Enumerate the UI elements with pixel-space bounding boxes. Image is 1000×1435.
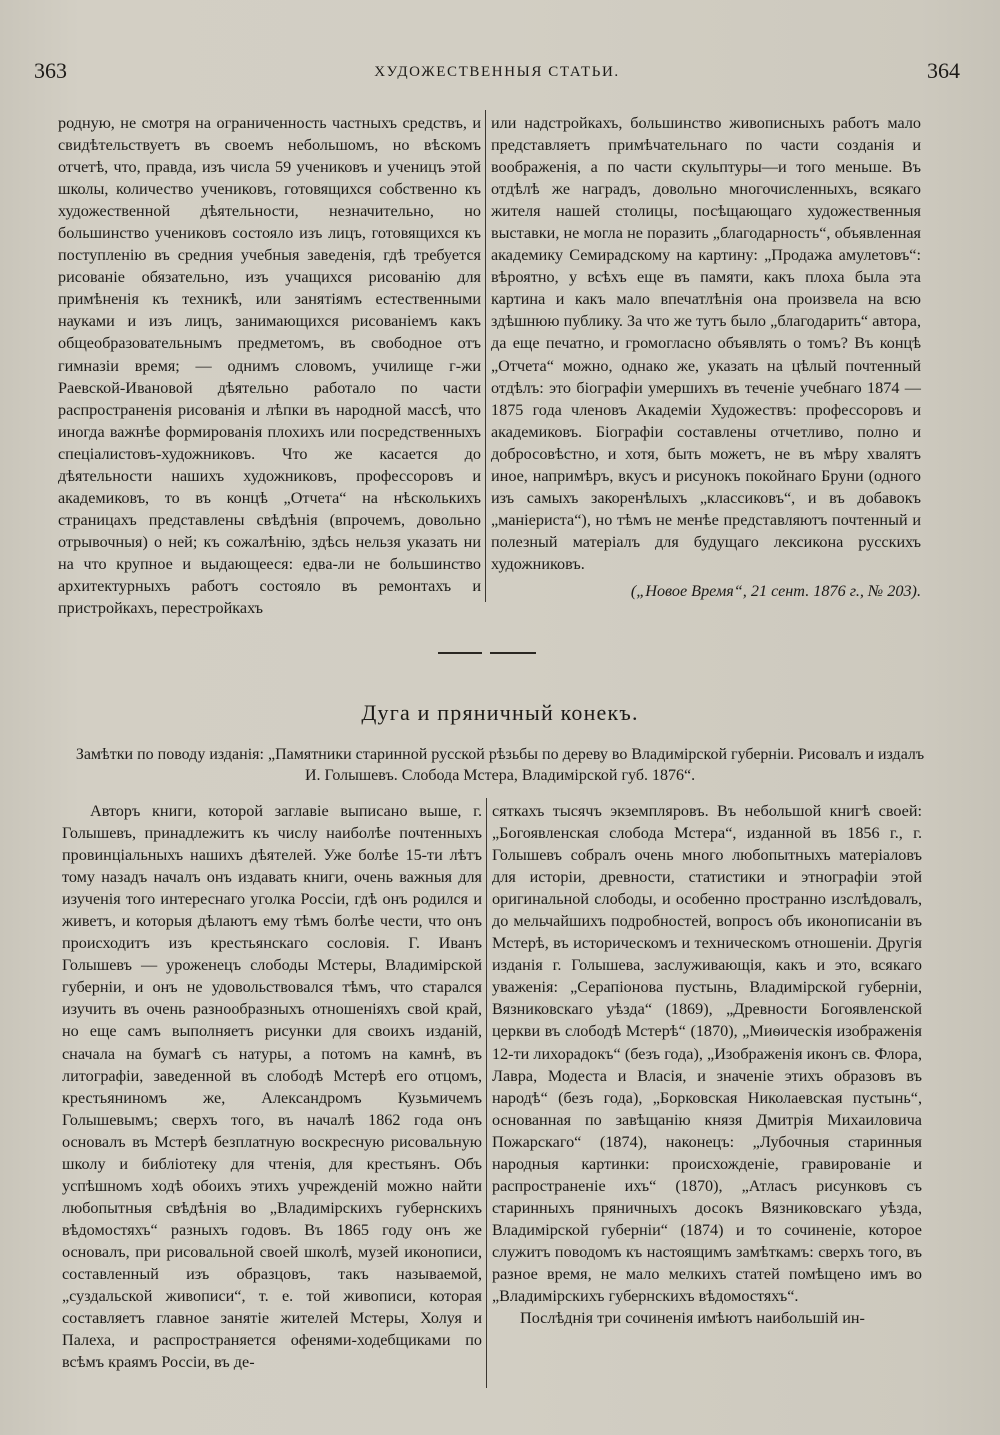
paragraph: родную, не смотря на ограниченность частныхъ средствъ, и свидѣтельствуетъ въ своемъ небольшомъ, но вѣскомъ отчетѣ, что, правда, изъ числа 59 учениковъ и ученицъ этой школы, количество учениковъ, готовящихся собственно къ художественной дѣятельности, незначительно, но большинство учениковъ состояло изъ лицъ, готовящихся къ поступленію въ средния учебныя заведенія, гдѣ требуется рисованіе обязательно, изъ учащихся рисованію для примѣненія къ техникѣ, или занятіямъ естественными науками и изъ лицъ, занимающихся рисованіемъ какъ общеобразовательнымъ предметомъ, въ свободное отъ гимназіи время; — однимъ словомъ, училище г-жи Раевской-Ивановой дѣятельно работало по части распространенія рисованія и лѣпки въ народной массѣ, что иногда важнѣе формированія плохихъ или посредственныхъ спеціалистовъ-художниковъ. Что же касается до дѣятельности нашихъ художниковъ, профессоровъ и академиковъ, то въ концѣ „Отчета“ на нѣсколькихъ страницахъ представлены свѣдѣнія (впрочемъ, довольно отрывочныя) о ней; къ сожалѣнію, здѣсь нельзя указать ни на что крупное и выдающееся: едва-ли не большинство архитектурныхъ работъ состояло въ ремонтахъ и пристройкахъ, перестройкахъ [58,114,481,618]
column-rule [485,110,486,602]
paragraph: сяткахъ тысячъ экземпляровъ. Въ небольшой книгѣ своей: „Богоявленская слобода Мстера“, изданной въ 1856 г., г. Голышевъ собралъ очень много любопытныхъ матеріаловъ для исторіи, древности, статистики и этнографіи этой оригинальной слободы, и особенно пространно изслѣдовалъ, до мельчайшихъ подробностей, вопросъ объ иконописаніи въ Мстерѣ, въ историческомъ и техническомъ отношеніи. Другія изданія г. Голышева, заслуживающія, какъ и это, всякаго уваженія: „Серапіонова пустынь, Владимірской губерніи, Вязниковскаго уѣзда“ (1869), „Древности Богоявленской церкви въ слободѣ Мстерѣ“ (1870), „Миѳическія изображенія 12-ти лихорадокъ“ (безъ года), „Изображенія иконъ св. Флора, Лавра, Модеста и Власія, и значеніе этихъ образовъ въ народѣ“ (безъ года), „Борковская Николаевская пустынь“, основанная по завѣщанію князя Дмитрія Михаиловича Пожарскаго“ (1874), наконецъ: „Лубочныя старинныя народныя картинки: происхожденіе, гравированіе и распространеніе ихъ“ (1870), „Атласъ рисунковъ съ старинныхъ пряничныхъ досокъ Вязниковскаго уѣзда, Владимірской губерніи“ (1874) и то сочиненіе, которое служитъ поводомъ къ настоящимъ замѣткамъ: сверхъ того, въ разное время, не мало мелкихъ статей помѣщено имъ во „Владимірскихъ губернскихъ вѣдомостяхъ“. [492,802,922,1306]
column-rule [486,798,487,1388]
section-divider [438,652,482,654]
top-right-column [491,112,921,575]
citation: („Новое Время“, 21 сент. 1876 г., № 203). [630,582,921,600]
paragraph: Авторъ книги, которой заглавіе выписано выше, г. Голышевъ, принадлежитъ къ числу наиболѣе почтенныхъ провинціальныхъ нашихъ дѣятелей. Уже болѣе 15-ти лѣтъ тому назадъ началъ онъ издавать книги, очень важныя для изученія того интереснаго уголка Россіи, гдѣ онъ родился и живетъ, и которыя дѣлаютъ ему тѣмъ болѣе чести, что онъ происходитъ изъ крестьянскаго сословія. Г. Иванъ Голышевъ — уроженецъ слободы Мстеры, Владимірской губерніи, и онъ не удовольствовался тѣмъ, что старался изучить въ очень разнообразныхъ отношеніяхъ свой край, но еще самъ выполняетъ рисунки для своихъ изданій, сначала на бумагѣ съ натуры, а потомъ на камнѣ, въ литографіи, заведенной въ слободѣ Мстерѣ его отцомъ, крестьяниномъ же, Александромъ Кузьмичемъ Голышевымъ; сверхъ того, въ началѣ 1862 года онъ основалъ въ Мстерѣ безплатную воскресную рисовальную школу и библіотеку для чтенія, для крестьянъ. Объ успѣшномъ ходѣ обоихъ этихъ учрежденій можно найти любопытныя свѣдѣнія во „Владимірскихъ губернскихъ вѣдомостяхъ“ разныхъ годовъ. Въ 1865 году онъ же основалъ, при рисовальной своей школѣ, музей иконописи, составленный изъ образцовъ, такъ называемой, „суздальской живописи“, т. е. той живописи, которая составляетъ главное занятіе жителей Мстеры, Холуя и Палеха, и распространяется офенями-ходебщиками по всѣмъ краямъ Россіи, въ де- [62,802,482,1372]
article-title: Дуга и пряничный конекъ. [361,700,639,725]
section-divider [490,652,536,654]
page-number-right: 364 [927,58,960,83]
article-subtitle: Замѣтки по поводу изданія: „Памятники старинной русской рѣзьбы по дереву во Владимірской губерніи. Рисовалъ и издалъ И. Голышевъ. Слобода Мстера, Владимірской губ. 1876“. [75,746,925,784]
page-number-left: 363 [34,58,67,83]
page-header [34,58,960,98]
bottom-left-column [62,800,482,1373]
bottom-right-column [492,800,922,1329]
top-left-column [58,112,481,619]
paragraph: Послѣднія три сочиненія имѣютъ наибольшій ин- [520,1309,865,1328]
paragraph: или надстройкахъ, большинство живописныхъ работъ мало представляетъ примѣчательнаго по части созданія и воображенія, а по части скульптуры—и того меньше. Въ отдѣлѣ же наградъ, довольно многочисленныхъ, всякаго жителя нашей столицы, посѣщающаго художественныя выставки, не могла не поразить „благодарность“, объявленная академику Семирадскому на картину: „Продажа амулетовъ“: вѣроятно, у всѣхъ еще въ памяти, какъ плоха была эта картина и какъ мало впечатлѣнія она произвела на всю здѣшнюю публику. За что же тутъ было „благодарить“ автора, да еще печатно, и громогласно объявлять о томъ? Въ концѣ „Отчета“ можно, однако же, указать на цѣлый почтенный отдѣлъ: это біографіи умершихъ въ теченіе учебнаго 1874 — 1875 года членовъ Академіи Художествъ: профессоровъ и академиковъ. Біографіи составлены отчетливо, полно и добросовѣстно, и хотя, быть можетъ, не въ мѣру хвалятъ иное, напримѣръ, вкусъ и рисунокъ покойнаго Бруни (одного изъ самыхъ закоренѣлыхъ „классиковъ“, и въ добавокъ „маніериста“), но тѣмъ не менѣе представляютъ почтенный и полезный матеріалъ для будущаго лексикона русскихъ художниковъ. [491,114,921,573]
running-head: ХУДОЖЕСТВЕННЫЯ СТАТЬИ. [374,64,620,80]
